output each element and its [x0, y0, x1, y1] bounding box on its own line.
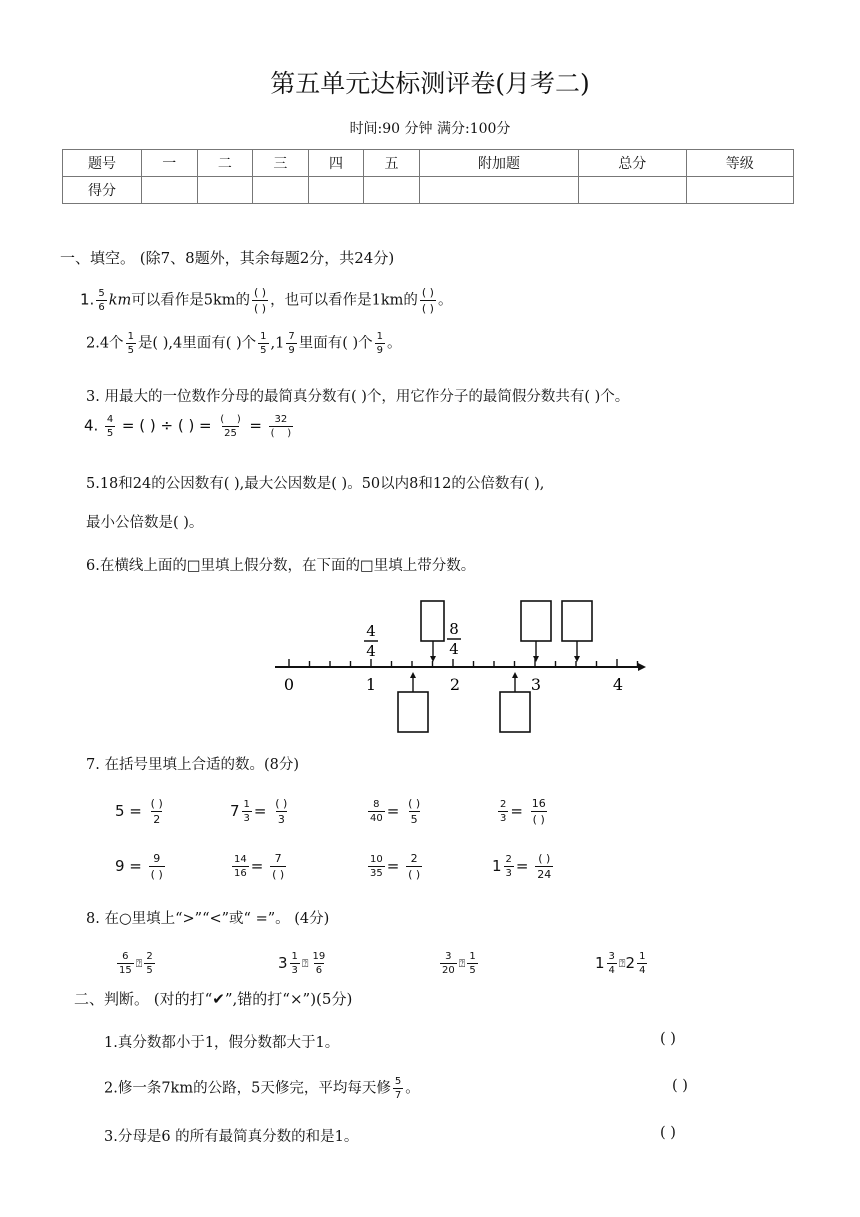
fraction: $\frac{1}{5}$	[260, 331, 267, 356]
header-cell: 等级	[686, 150, 793, 177]
answer-box-bottom	[500, 692, 530, 732]
blank-fraction[interactable]: $\frac{( )}{( )}$	[254, 286, 267, 315]
answer-box-top	[521, 601, 551, 641]
score-cell[interactable]	[142, 177, 198, 204]
question-1: 1. $\frac{5}{6}$ km可以看作是5km的 $\frac{( )}{( )}$ ，也可以看作是1km的 $\frac{( )}{( )}$ 。	[80, 286, 453, 315]
q7-item-1: 5 = $\frac{( )}{2}$	[115, 797, 163, 826]
compare-box[interactable]: ⍰	[135, 956, 143, 970]
header-cell: 五	[364, 150, 420, 177]
arrow-up-icon	[410, 672, 416, 678]
question-2: 2.4个 $\frac{1}{5}$ 是( ),4里面有( )个 $\frac{1}{5}$ ,1 $\frac{7}{9}$ 里面有( )个 $\frac{1}{9}$ 。	[86, 331, 402, 356]
header-cell: 二	[197, 150, 253, 177]
score-cell[interactable]	[419, 177, 578, 204]
q7-item-4: $\frac{2}{3}$ = $\frac{16}{( )}$	[500, 797, 546, 826]
judge-1: 1.真分数都小于1，假分数都大于1。	[104, 1035, 340, 1051]
fraction-denominator: 4	[449, 640, 459, 658]
blank-fraction[interactable]: $\frac{( )}{25}$	[220, 414, 241, 439]
header-cell: 附加题	[419, 150, 578, 177]
arrow-head-icon	[638, 663, 646, 671]
score-cell[interactable]	[308, 177, 364, 204]
judge-2-answer[interactable]: ( )	[672, 1078, 688, 1094]
tick-label: 1	[365, 675, 377, 694]
exam-info: 时间:90 分钟 满分:100分	[349, 121, 511, 137]
header-cell: 四	[308, 150, 364, 177]
arrow-down-icon	[430, 656, 436, 662]
header-cell: 题号	[63, 150, 142, 177]
arrow-down-icon	[574, 656, 580, 662]
score-cell[interactable]	[197, 177, 253, 204]
blank-fraction[interactable]: $\frac{( )}{( )}$	[421, 286, 434, 315]
score-cell[interactable]	[579, 177, 686, 204]
score-table-header	[63, 150, 794, 177]
question-5-line2: 最小公倍数是( )。	[86, 515, 204, 531]
compare-box[interactable]: ⍰	[618, 956, 626, 970]
q8-item-1: $\frac{6}{15}$ ⍰ $\frac{2}{5}$	[119, 951, 153, 976]
fraction: $\frac{4}{5}$	[106, 414, 114, 439]
page-title: 第五单元达标测评卷(月考二)	[270, 69, 590, 98]
question-5-line1: 5.18和24的公因数有( ),最大公因数是( )。50以内8和12的公倍数有( ),	[86, 476, 545, 492]
score-cell[interactable]	[686, 177, 793, 204]
judge-1-answer[interactable]: ( )	[660, 1031, 676, 1047]
q7-item-5: 9 = $\frac{9}{( )}$	[115, 852, 163, 881]
header-cell: 总分	[579, 150, 686, 177]
number-line-ticks	[289, 659, 638, 667]
fraction: $\frac{1}{9}$	[376, 331, 384, 356]
tick-label: 4	[612, 675, 624, 694]
q7-item-3: $\frac{8}{40}$ = $\frac{( )}{5}$	[370, 797, 421, 826]
q8-item-3: $\frac{3}{20}$ ⍰ $\frac{1}{5}$	[442, 951, 476, 976]
header-cell: 三	[253, 150, 309, 177]
q7-item-6: $\frac{14}{16}$ = $\frac{7}{( )}$	[234, 852, 285, 881]
section2-heading: 二、判断。 (对的打“✔”,错的打“×”)(5分)	[74, 990, 353, 1008]
compare-box[interactable]: ⍰	[458, 956, 466, 970]
score-cell[interactable]	[253, 177, 309, 204]
question-7: 7. 在括号里填上合适的数。(8分)	[86, 757, 299, 773]
question-3: 3. 用最大的一位数作分母的最简真分数有( )个，用它作分子的最简假分数共有( )个。	[86, 389, 630, 405]
row-label: 得分	[63, 177, 142, 204]
question-4: 4. $\frac{4}{5}$ = ( ) ÷ ( ) = $\frac{( )}{25}$ = $\frac{32}{( )}$	[84, 414, 292, 439]
score-cell[interactable]	[364, 177, 420, 204]
q8-item-4: 1 $\frac{3}{4}$ ⍰2 $\frac{1}{4}$	[595, 951, 646, 976]
arrow-down-icon	[533, 656, 539, 662]
question-6: 6.在横线上面的□里填上假分数，在下面的□里填上带分数。	[86, 558, 476, 574]
tick-label: 0	[283, 675, 295, 694]
number-line	[260, 592, 650, 742]
fraction: $\frac{1}{5}$	[127, 331, 134, 356]
score-table	[62, 149, 794, 204]
fraction-numerator: 4	[366, 622, 376, 640]
judge-3: 3.分母是6 的所有最简真分数的和是1。	[104, 1129, 359, 1145]
fraction-denominator: 4	[366, 642, 376, 660]
judge-3-answer[interactable]: ( )	[660, 1125, 676, 1141]
fraction: $\frac{5}{6}$	[98, 288, 105, 313]
compare-box[interactable]: ⍰	[301, 956, 309, 970]
q7-item-7: $\frac{10}{35}$ = $\frac{2}{( )}$	[370, 852, 421, 881]
answer-box-top	[562, 601, 592, 641]
section1-heading: 一、填空。 (除7、8题外，其余每题2分，共24分)	[60, 249, 395, 267]
arrow-up-icon	[512, 672, 518, 678]
fraction: $\frac{7}{9}$	[288, 331, 295, 356]
question-8: 8. 在○里填上“>”“<”或“ =”。 (4分)	[86, 911, 330, 927]
q8-item-2: 3 $\frac{1}{3}$ ⍰ $\frac{19}{6}$	[278, 951, 326, 976]
q7-item-2: 7 $\frac{1}{3}$ = $\frac{( )}{3}$	[230, 797, 288, 826]
blank-fraction[interactable]: $\frac{32}{( )}$	[270, 414, 292, 439]
answer-box-top	[421, 601, 444, 641]
q7-item-8: 1 $\frac{2}{3}$ = $\frac{( )}{24}$	[492, 852, 552, 881]
header-cell: 一	[142, 150, 198, 177]
judge-2: 2.修一条7km的公路，5天修完，平均每天修 $\frac{5}{7}$ 。	[104, 1076, 420, 1101]
tick-label: 2	[449, 675, 461, 694]
score-table-row	[63, 177, 794, 204]
fraction-numerator: 8	[449, 620, 459, 638]
answer-box-bottom	[398, 692, 428, 732]
tick-label: 3	[530, 675, 542, 694]
